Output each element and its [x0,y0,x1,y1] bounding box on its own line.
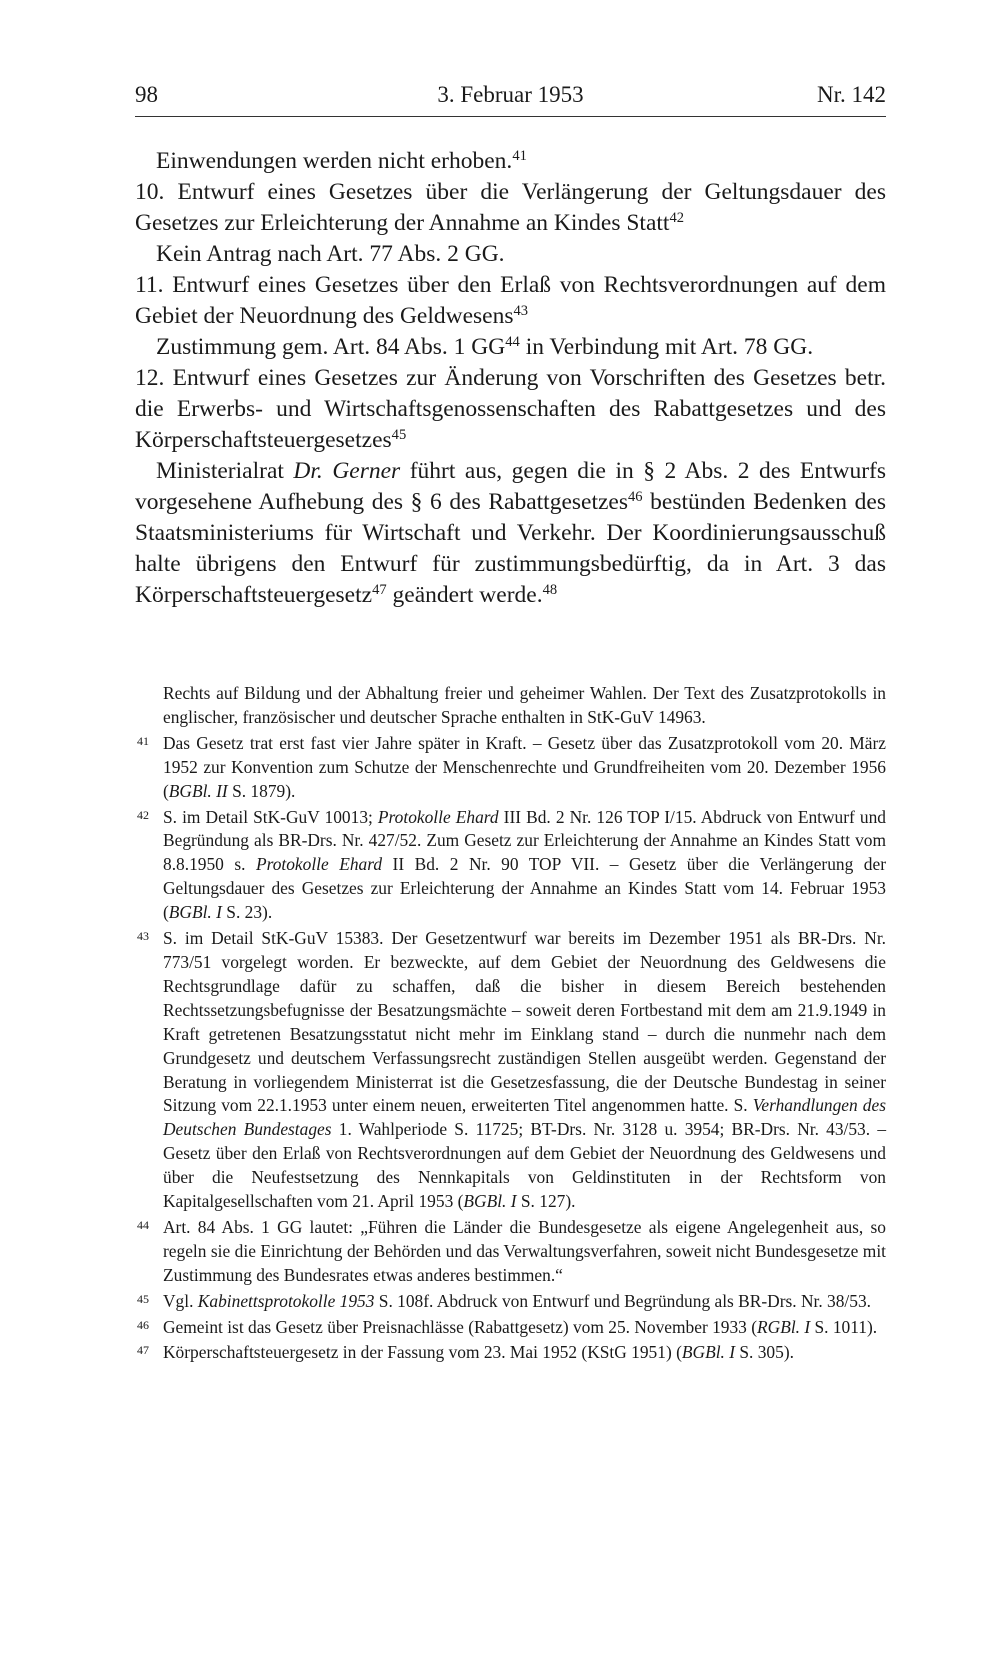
footnote-45: 45 Vgl. Kabinettsprotokolle 1953 S. 108f. Abdruck von Entwurf und Begründung als BR-Drs. Nr. 38/53. [135,1290,886,1314]
agenda-item-11: 11. Entwurf eines Gesetzes über den Erlaß von Rechtsverordnungen auf dem Gebiet der Neuordnung des Geldwesens$^{43}$ [135,272,886,329]
footnotes [135,682,886,1367]
footnote-41: 41 Das Gesetz trat erst fast vier Jahre später in Kraft. – Gesetz über das Zusatzprotokoll vom 20. März 1952 zur Konvention zum Schutze der Menschenrechte und Grundfreiheiten vom 20. Dezember 1956 (BGBl. II S. 1879). [135,732,886,804]
footnote-number: 46 [137,1317,149,1332]
header-rule [135,116,886,117]
main-text [135,146,886,611]
footnote-number: 44 [137,1217,149,1232]
footnote-number: 47 [137,1343,149,1358]
issue-number: Nr. 142 [817,82,886,107]
footnote-ref-46[interactable]: 46 [627,489,643,505]
footnote-46: 46 Gemeint ist das Gesetz über Preisnachlässe (Rabattgesetz) vom 25. November 1933 (RGBl. I S. 1011). [135,1316,886,1340]
footnote-ref-48[interactable]: 48 [542,582,558,598]
paragraph-no-motion: Kein Antrag nach Art. 77 Abs. 2 GG. [156,241,505,267]
footnote-ref-47[interactable]: 47 [372,582,387,598]
footnote-43: 43 S. im Detail StK-GuV 15383. Der Gesetzentwurf war bereits im Dezember 1951 als BR-Drs. Nr. 773/51 vorgelegt worden. Er bezweckte, auf dem Gebiet der Neuordnung des Geldwesens die Rechtsgrundlage dafür zu schaffen, daß die bisher in diesem Bereich bestehenden Rechtssetzungsbefugnisse der Besatzungsmächte – soweit deren Fortbestand mit dem am 21.9.1949 in Kraft getretenen Besatzungsstatut nicht mehr im Einklang stand – durch die nunmehr nach dem Grundgesetz und deutschem Verfassungsrecht zuständigen Stellen ausgeübt werden. Gegenstand der Beratung in vorliegendem Ministerrat ist die Gesetzesfassung, die der Deutsche Bundestag in seiner Sitzung vom 22.1.1953 unter einem neuen, erweiterten Titel angenommen hatte. S. Verhandlungen des Deutschen Bundestages 1. Wahlperiode S. 11725; BT-Drs. Nr. 3128 u. 3954; BR-Drs. Nr. 43/53. – Gesetz über den Erlaß von Rechtsverordnungen auf dem Gebiet der Neuordnung des Geldwesens und über die Neufestsetzung des Nennkapitals von Geldinstituten in der Rechtsform von Kapitalgesellschaften vom 21. April 1953 (BGBl. I S. 127). [135,927,886,1214]
footnote-42: 42 S. im Detail StK-GuV 10013; Protokolle Ehard III Bd. 2 Nr. 126 TOP I/15. Abdruck von Entwurf und Begründung als BR-Drs. Nr. 427/52. Zum Gesetz zur Erleichterung der Annahme an Kindes Statt vom 8.8.1950 s. Protokolle Ehard II Bd. 2 Nr. 90 TOP VII. – Gesetz über die Verlängerung der Geltungsdauer des Gesetzes zur Erleichterung der Annahme an Kindes Statt vom 14. Februar 1953 (BGBl. I S. 23). [135,806,886,926]
footnote-ref-41[interactable]: 41 [512,148,527,164]
footnote-ref-42[interactable]: 42 [669,210,685,226]
footnote-ref-45[interactable]: 45 [391,427,407,443]
footnote-continuation: Rechts auf Bildung und der Abhaltung freier und geheimer Wahlen. Der Text des Zusatzprotokolls in englischer, französischer und deutscher Sprache enthalten in StK-GuV 14963. [163,683,886,727]
running-header [135,82,886,114]
paragraph-gerner: Ministerialrat Dr. Gerner führt aus, gegen die in § 2 Abs. 2 des Entwurfs vorgesehene Aufhebung des § 6 des Rabattgesetzes$^{46}$ bestünden Bedenken des Staatsministeriums für Wirtschaft und Verkehr. Der Koordinierungsausschuß halte übrigens den Entwurf für zustimmungsbedürftig, da in Art. 3 das Körperschaftsteuergesetz$^{47}$ geändert werde.$^{48}$ [135,458,886,608]
agenda-item-10: 10. Entwurf eines Gesetzes über die Verlängerung der Geltungsdauer des Gesetzes zur Erleichterung der Annahme an Kindes Statt$^{42}$ [135,179,886,236]
paragraph-objections: Einwendungen werden nicht erhoben.$^{41}$ [156,148,527,174]
header-date: 3. Februar 1953 [437,82,584,107]
footnote-number: 43 [137,929,149,944]
footnote-ref-43[interactable]: 43 [513,303,529,319]
person-name: Dr. Gerner [293,458,401,484]
footnote-44: 44 Art. 84 Abs. 1 GG lautet: „Führen die Länder die Bundesgesetze als eigene Angelegenheit aus, so regeln sie die Einrichtung der Behörden und das Verwaltungsverfahren, soweit nicht Bundesgesetze mit Zustimmung des Bundesrates etwas anderes bestimmen.“ [135,1216,886,1288]
footnote-number: 45 [137,1291,149,1306]
agenda-item-12: 12. Entwurf eines Gesetzes zur Änderung von Vorschriften des Gesetzes betr. die Erwerbs- und Wirtschaftsgenossenschaften des Rabattgesetzes und des Körperschaftsteuergesetzes$^{45}$ [135,365,886,453]
footnote-47: 47 Körperschaftsteuergesetz in der Fassung vom 23. Mai 1952 (KStG 1951) (BGBl. I S. 305). [135,1341,886,1365]
footnote-number: 42 [137,807,149,822]
page-number: 98 [135,82,158,107]
paragraph-consent: Zustimmung gem. Art. 84 Abs. 1 GG$^{44}$ in Verbindung mit Art. 78 GG. [156,334,814,360]
footnote-ref-44[interactable]: 44 [505,334,520,350]
footnote-number: 41 [137,733,149,748]
